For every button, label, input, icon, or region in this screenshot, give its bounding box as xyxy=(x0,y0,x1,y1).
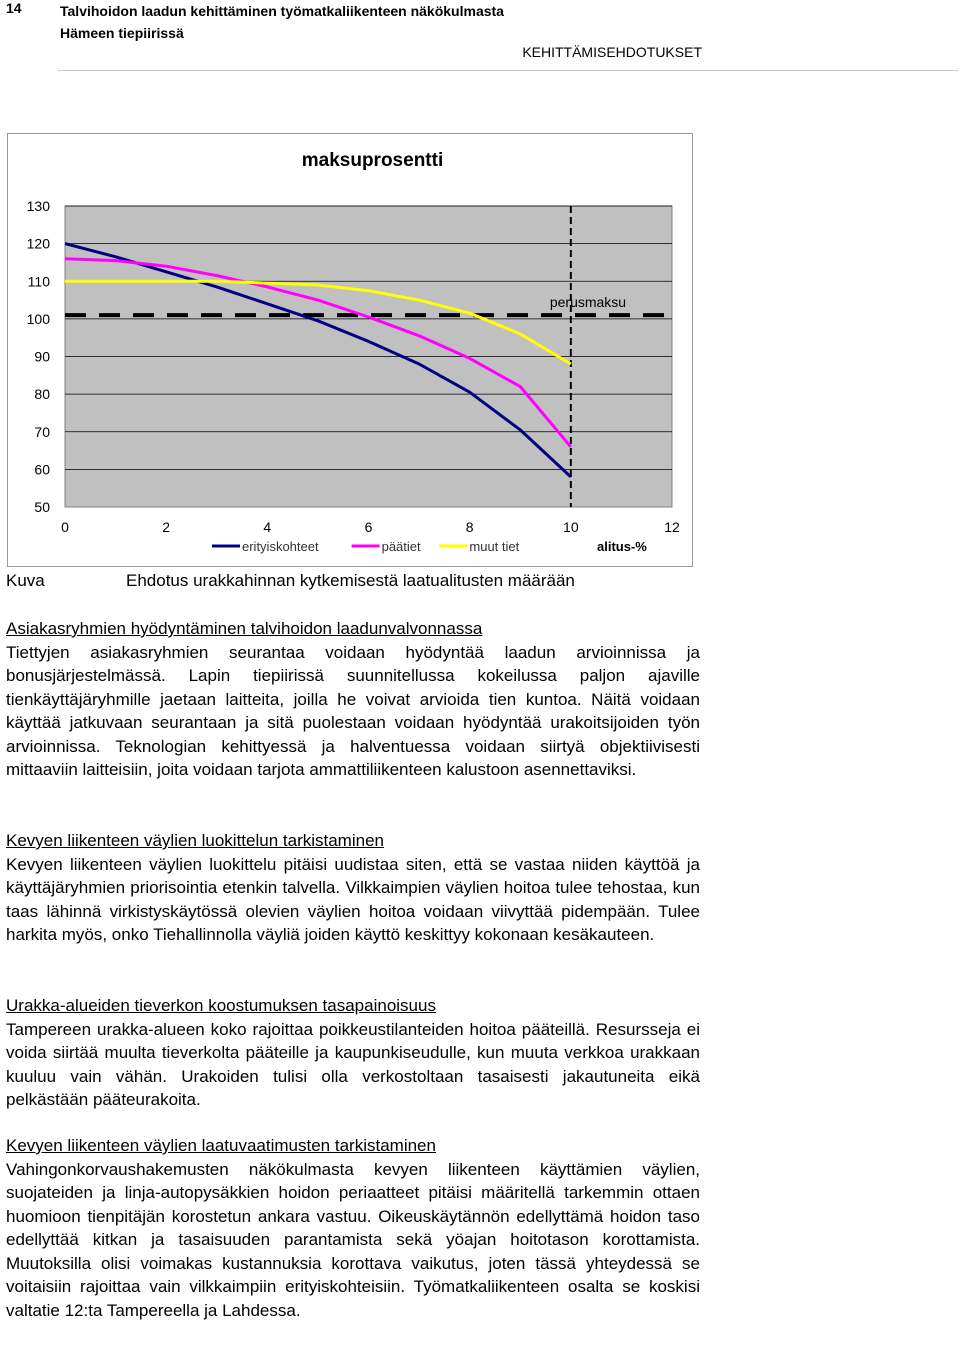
section-light-traffic-classification xyxy=(6,829,700,947)
chapter-name: KEHITTÄMISEHDOTUKSET xyxy=(522,44,702,60)
section-customer-groups xyxy=(6,617,700,782)
x-axis-title: alitus-% xyxy=(597,539,647,554)
section-body: Vahingonkorvaushakemusten näkökulmasta kevyen liikenteen käyttämien väylien, suojateiden ja linja-autopysäkkien hoidon periaatteet pitäisi määritellä tarkemmin ottaen huomioon tienpitäjän korostetun ankara vastuu. Oikeuskäytännön edellyttämä hoidon taso edellyttää kitkan ja tasaisuuden parantamista sekä yöajan hoitotason korottamista. Muutoksilla olisi voimakas kustannuksia korottava vaikutus, joten tässä yhteydessä se voitaisiin rajoittaa vain vilkkaimpiin erityiskohteisiin. Työmatkaliikenteen osalta se koskisi valtatie 12:ta Tampereella ja Lahdessa. xyxy=(6,1159,700,1320)
legend-label-1: päätiet xyxy=(381,539,421,554)
legend-label-2: muut tiet xyxy=(469,539,520,554)
y-tick-label: 100 xyxy=(26,310,50,327)
x-tick-label: 2 xyxy=(162,519,171,535)
page-number: 14 xyxy=(6,0,22,16)
y-tick-label: 130 xyxy=(26,198,50,214)
document-title-line-1: Talvihoidon laadun kehittäminen työmatkaliikenteen näkökulmasta xyxy=(60,3,504,19)
y-tick-label: 50 xyxy=(34,499,50,515)
document-title xyxy=(60,0,504,44)
chart-title: maksuprosentti xyxy=(301,150,444,171)
x-tick-label: 4 xyxy=(263,519,272,535)
section-quality-requirements xyxy=(6,1134,700,1322)
section-body: Tiettyjen asiakasryhmien seurantaa voidaan hyödyntää laadun arvioinnissa ja bonusjärjestelmässä. Lapin tiepiirissä suunnitellussa kokeilussa paljon ajaville tienkäyttäjäryhmille jaetaan laitteita, joilla he voivat arvioida tien kuntoa. Näitä voidaan käyttää jatkuvaan seurantaan ja sitä puolestaan voidaan hyödyntää urakoitsijoiden työn arvioinnissa. Teknologian kehittyessä ja halventuessa voidaan siirtyä objektiivisesti mittaaviin laitteisiin, joita voidaan tarjota ammattiliikenteen kalustoon asennettaviksi. xyxy=(6,642,700,779)
section-body: Tampereen urakka-alueen koko rajoittaa poikkeustilanteiden hoitoa pääteillä. Resursseja ei voida siirtää muulta tieverkolta pääteille ja kaupunkiseudulle, kun muuta verkkoa urakkaan kuuluu vain vähän. Urakoiden tulisi olla verkostoltaan tasaisesti jakautuneita eikä pelkästään pääteurakoita. xyxy=(6,1019,700,1109)
document-title-line-2: Hämeen tiepiirissä xyxy=(60,25,184,41)
y-tick-label: 110 xyxy=(27,273,50,290)
y-tick-label: 60 xyxy=(34,461,50,478)
x-tick-label: 12 xyxy=(664,519,680,535)
x-tick-label: 6 xyxy=(364,519,373,535)
page-header xyxy=(0,0,960,72)
legend-label-0: erityiskohteet xyxy=(242,539,319,554)
chart-svg xyxy=(8,134,694,568)
chart-figure xyxy=(7,133,693,567)
figure-caption: Ehdotus urakkahinnan kytkemisestä laatualitusten määrään xyxy=(126,571,575,590)
x-tick-label: 8 xyxy=(465,519,474,535)
y-tick-label: 80 xyxy=(34,386,50,403)
y-tick-label: 120 xyxy=(26,235,50,252)
section-contract-area-balance xyxy=(6,994,700,1112)
section-body: Kevyen liikenteen väylien luokittelu pitäisi uudistaa siten, että se vastaa niiden käyttöä ja käyttäjäryhmien priorisointia etenkin talvella. Vilkkaimpien väylien hoitoa tulee tehostaa, kun taas lähinnä virkistyskäytössä olevien väylien hoitoa voidaan viivyttää pidempään. Tulee harkita myös, onko Tiehallinnolla väyliä joiden käyttö keskittyy kokonaan kesäkauteen. xyxy=(6,854,700,944)
x-tick-label: 0 xyxy=(61,519,69,535)
section-heading: Asiakasryhmien hyödyntäminen talvihoidon laadunvalvonnassa xyxy=(6,619,483,638)
y-tick-label: 90 xyxy=(34,348,50,365)
figure-caption-label: Kuva xyxy=(6,571,45,590)
reference-line-label: perusmaksu xyxy=(549,294,627,311)
section-heading: Urakka-alueiden tieverkon koostumuksen tasapainoisuus xyxy=(6,996,436,1015)
x-tick-label: 10 xyxy=(563,519,579,535)
section-heading: Kevyen liikenteen väylien laatuvaatimusten tarkistaminen xyxy=(6,1136,436,1155)
header-divider xyxy=(58,70,958,71)
y-tick-label: 70 xyxy=(34,423,50,440)
section-heading: Kevyen liikenteen väylien luokittelun tarkistaminen xyxy=(6,831,384,850)
